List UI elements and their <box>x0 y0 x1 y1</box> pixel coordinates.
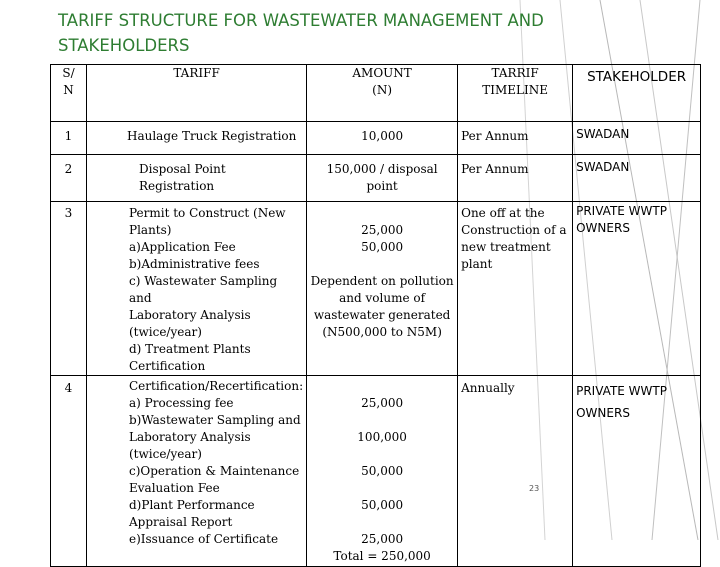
row2-tariff: Disposal Point Registration <box>87 155 307 202</box>
row2-timeline: Per Annum <box>458 155 573 202</box>
table-row <box>51 202 701 376</box>
title-line-1: TARIFF STRUCTURE FOR WASTEWATER MANAGEMENT AND <box>58 11 544 30</box>
header-tariff: TARIFF <box>87 65 307 122</box>
header-sn: S/ N <box>51 65 87 122</box>
row1-timeline: Per Annum <box>458 122 573 155</box>
row4-timeline: Annually <box>458 376 573 567</box>
row3-amount: 25,000 50,000 Dependent on pollution and volume of wastewater generated (N500,000 to N5M) <box>307 202 458 376</box>
slide-number: 23 <box>529 484 540 493</box>
row3-timeline: One off at the Construction of a new treatment plant <box>458 202 573 376</box>
table-header-row <box>51 65 701 122</box>
tariff-table <box>50 64 701 567</box>
row1-stakeholder: SWADAN <box>573 122 701 155</box>
row2-sn: 2 <box>51 155 87 202</box>
row3-tariff: Permit to Construct (New Plants) a)Application Fee b)Administrative fees c) Wastewater Sampling and Laboratory Analysis (twice/year) d) Treatment Plants Certification <box>87 202 307 376</box>
row4-sn: 4 <box>51 376 87 567</box>
row4-amount: 25,000 100,000 50,000 50,000 25,000 Total = 250,000 <box>307 376 458 567</box>
row1-amount: 10,000 <box>307 122 458 155</box>
row1-sn: 1 <box>51 122 87 155</box>
table-row <box>51 155 701 202</box>
row3-stakeholder: PRIVATE WWTP OWNERS <box>573 202 701 376</box>
title-line-2: STAKEHOLDERS <box>58 36 190 55</box>
header-timeline: TARRIF TIMELINE <box>458 65 573 122</box>
page-title <box>58 8 658 58</box>
table-row <box>51 122 701 155</box>
row4-stakeholder: PRIVATE WWTP OWNERS <box>573 376 701 567</box>
row2-amount: 150,000 / disposal point <box>307 155 458 202</box>
row1-tariff: Haulage Truck Registration <box>87 122 307 155</box>
row4-tariff: Certification/Recertification: a) Processing fee b)Wastewater Sampling and Laboratory Analysis (twice/year) c)Operation & Maintenance Evaluation Fee d)Plant Performance Appraisal Report e)Issuance of Certificate <box>87 376 307 567</box>
table-row <box>51 376 701 567</box>
header-amount: AMOUNT (N) <box>307 65 458 122</box>
row2-stakeholder: SWADAN <box>573 155 701 202</box>
row3-sn: 3 <box>51 202 87 376</box>
header-stakeholder: STAKEHOLDER <box>573 65 701 122</box>
